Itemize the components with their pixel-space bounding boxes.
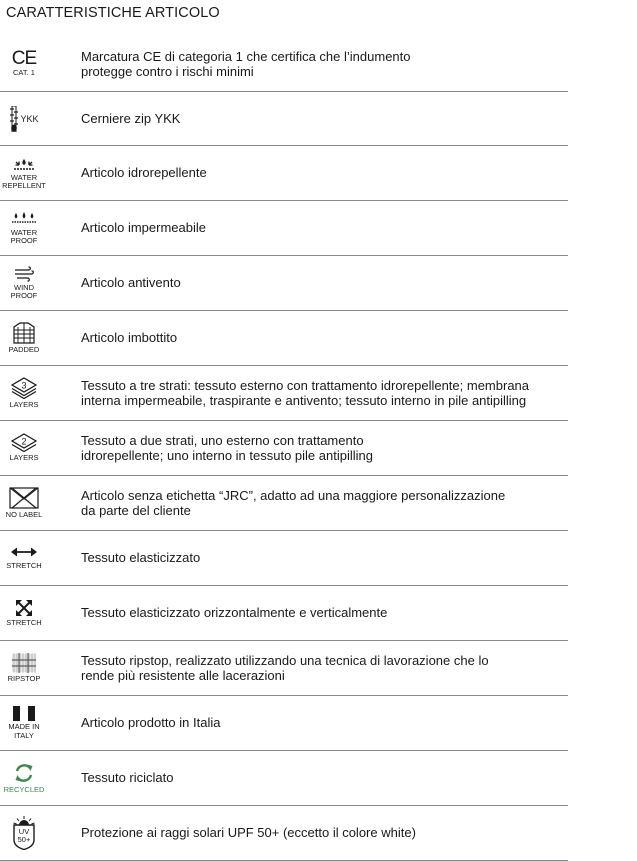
water-repellent-icon [0,146,48,200]
ce-mark-icon [0,37,48,91]
icon-caption: UV 50+ [17,827,31,844]
features-list [0,37,568,861]
item-description: Articolo prodotto in Italia [81,715,221,731]
item-description: Protezione ai raggi solari UPF 50+ (eccetto il colore white) [81,825,416,841]
list-item [0,806,568,861]
item-description: Tessuto riciclato [81,770,174,786]
layers-number: 2 [21,436,27,447]
list-item [0,256,568,311]
two-layers-icon [0,421,48,475]
icon-caption: NO LABEL [5,509,43,519]
ripstop-icon [0,641,48,695]
icon-caption: WATER PROOF [10,227,38,245]
item-description: Tessuto a tre strati: tessuto esterno con trattamento idrorepellente; membrana interna impermeabile, traspirante e antivento; tessuto interno in pile antipilling [81,377,530,408]
list-item [0,696,568,751]
water-proof-icon [0,201,48,255]
item-description: Cerniere zip YKK [81,110,181,126]
recycled-icon [0,751,48,805]
list-item [0,311,568,366]
uv-protection-icon [0,806,48,860]
item-description: Tessuto elasticizzato [81,550,201,566]
item-description: Tessuto a due strati, uno esterno con trattamento idrorepellente; uno interno in tessuto pile antipilling [81,432,373,463]
icon-caption: STRETCH [6,617,42,627]
icon-caption: LAYERS [9,399,39,409]
padded-icon [0,311,48,365]
item-description: Articolo antivento [81,275,181,291]
list-item [0,421,568,476]
list-item [0,751,568,806]
icon-caption: CAT. 1 [13,68,35,78]
icon-caption: STRETCH [6,560,42,570]
icon-caption: LAYERS [9,453,39,463]
list-item [0,586,568,641]
list-item [0,146,568,201]
page-title: CARATTERISTICHE ARTICOLO [6,5,220,21]
icon-caption: WATER REPELLENT [2,172,46,190]
list-item [0,201,568,256]
three-layers-icon [0,366,48,420]
item-description: Articolo idrorepellente [81,165,207,181]
ykk-zip-icon [0,92,48,145]
icon-caption: RIPSTOP [7,673,41,683]
four-way-stretch-icon [0,586,48,640]
icon-caption: WIND PROOF [10,282,38,300]
made-in-italy-icon [0,696,48,750]
list-item [0,37,568,92]
item-description: Articolo imbottito [81,330,178,346]
icon-caption: PADDED [8,344,40,354]
ykk-text: YKK [20,113,39,124]
no-label-icon [0,476,48,530]
icon-caption: MADE IN ITALY [8,722,40,740]
item-description: Marcatura CE di categoria 1 che certifica che l’indumento protegge contro i rischi minimi [81,48,411,79]
list-item [0,476,568,531]
list-item [0,531,568,586]
layers-number: 3 [21,380,27,391]
icon-caption: RECYCLED [3,784,45,794]
ce-mark-text: CE [11,48,37,70]
item-description: Tessuto elasticizzato orizzontalmente e verticalmente [81,605,388,621]
wind-proof-icon [0,256,48,310]
item-description: Articolo impermeabile [81,220,206,236]
list-item [0,92,568,146]
item-description: Tessuto ripstop, realizzato utilizzando una tecnica di lavorazione che lo rende più resistente alle lacerazioni [81,652,489,683]
item-description: Articolo senza etichetta “JRC”, adatto ad una maggiore personalizzazione da parte del cliente [81,487,506,518]
list-item [0,641,568,696]
stretch-icon [0,531,48,585]
list-item [0,366,568,421]
